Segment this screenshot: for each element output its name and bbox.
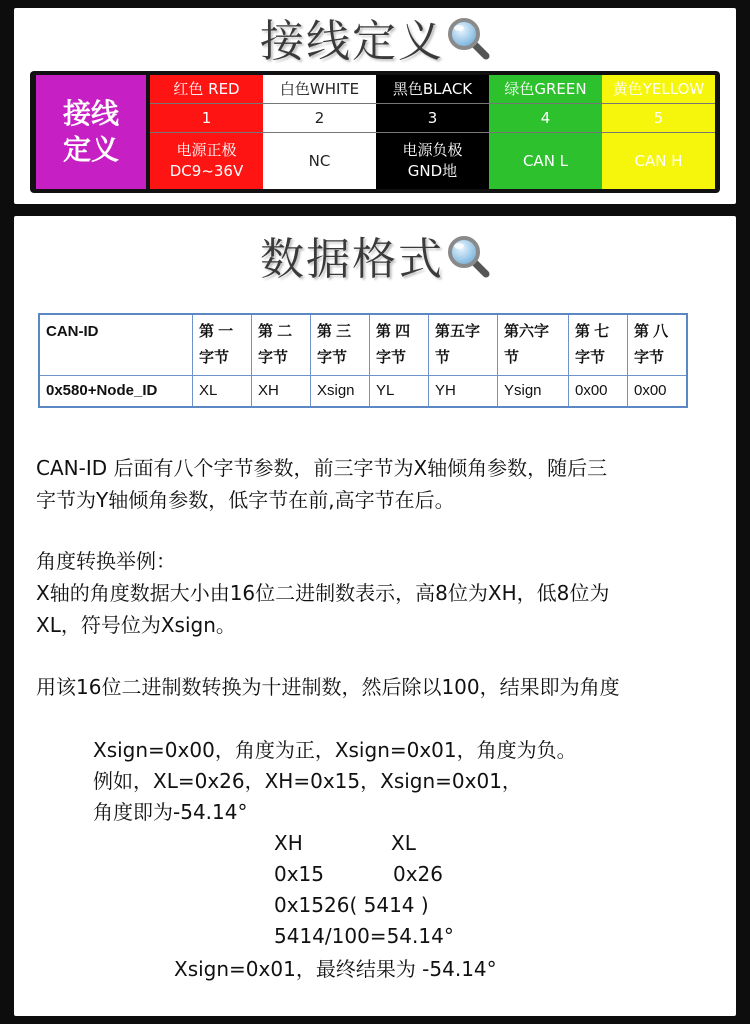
wire-pin-number: 3 <box>376 104 489 133</box>
table-cell: 0x00 <box>628 376 688 408</box>
calc-xl-label: XL <box>391 831 416 855</box>
calc-divide: 5414/100=54.14° <box>274 924 454 948</box>
wire-color-name: 黑色BLACK <box>376 75 489 104</box>
wiring-title <box>14 16 736 68</box>
wiring-panel <box>14 8 736 204</box>
table-header-cell: 第 七字节 <box>569 314 628 376</box>
table-cell: YL <box>370 376 429 408</box>
table-cell: 0x580+Node_ID <box>39 376 193 408</box>
wire-function: CAN H <box>634 151 683 170</box>
format-title <box>14 234 736 286</box>
table-header-cell: 第五字节 <box>429 314 498 376</box>
wire-color-name: 白色WHITE <box>263 75 376 104</box>
wire-column <box>489 75 602 189</box>
wire-color-name: 绿色GREEN <box>489 75 602 104</box>
description-line: CAN-ID 后面有八个字节参数，前三字节为X轴倾角参数，随后三 <box>36 456 608 480</box>
calc-xl-value: 0x26 <box>393 862 444 886</box>
example-line: X轴的角度数据大小由16位二进制数表示，高8位为XH，低8位为 <box>36 581 610 605</box>
example-paragraph <box>36 545 726 641</box>
table-header-cell: 第 二字节 <box>252 314 311 376</box>
can-data-table <box>38 313 688 408</box>
wiring-table <box>30 71 720 193</box>
table-cell: XL <box>193 376 252 408</box>
table-row <box>39 376 687 408</box>
wire-function: 电源负极 GND地 <box>402 141 463 180</box>
calc-xh-value: 0x15 <box>274 862 325 886</box>
calc-combined: 0x1526( 5414 ) <box>274 893 429 917</box>
table-header-row <box>39 314 687 376</box>
wiring-label: 接线 定义 <box>36 75 146 189</box>
wire-column <box>263 75 376 189</box>
table-header-cell: 第 三字节 <box>311 314 370 376</box>
wire-column <box>376 75 489 189</box>
table-cell: XH <box>252 376 311 408</box>
conversion-line: 用该16位二进制数转换为十进制数，然后除以100，结果即为角度 <box>36 675 620 699</box>
table-cell: Ysign <box>498 376 569 408</box>
example-values-line: 例如，XL=0x26，XH=0x15，Xsign=0x01， <box>93 769 522 793</box>
description-paragraph <box>36 452 726 516</box>
final-result-line: Xsign=0x01，最终结果为 -54.14° <box>174 957 497 981</box>
example-line: XL，符号位为Xsign。 <box>36 613 236 637</box>
table-cell: YH <box>429 376 498 408</box>
wire-pin-number: 5 <box>602 104 715 133</box>
wire-color-name: 红色 RED <box>150 75 263 104</box>
wire-function: CAN L <box>522 151 569 170</box>
wire-pin-number: 2 <box>263 104 376 133</box>
table-cell: Xsign <box>311 376 370 408</box>
wire-function: NC <box>308 151 331 170</box>
calc-xh-label: XH <box>274 831 303 855</box>
wire-column <box>602 75 715 189</box>
example-title: 角度转换举例： <box>36 549 176 573</box>
wire-color-name: 黄色YELLOW <box>602 75 715 104</box>
angle-result-line: 角度即为-54.14° <box>93 800 248 824</box>
table-header-cell: CAN-ID <box>39 314 193 376</box>
wire-pin-number: 4 <box>489 104 602 133</box>
wire-function: 电源正极 DC9~36V <box>169 141 244 180</box>
description-line: 字节为Y轴倾角参数，低字节在前,高字节在后。 <box>36 488 455 512</box>
table-cell: 0x00 <box>569 376 628 408</box>
wire-pin-number: 1 <box>150 104 263 133</box>
magnifier-icon <box>446 234 490 286</box>
wiring-title-text: 接线定义 <box>260 16 444 67</box>
table-header-cell: 第 一字节 <box>193 314 252 376</box>
table-header-cell: 第 四字节 <box>370 314 429 376</box>
table-header-cell: 第 八字节 <box>628 314 688 376</box>
wire-column <box>150 75 263 189</box>
sign-line: Xsign=0x00，角度为正，Xsign=0x01，角度为负。 <box>93 738 577 762</box>
format-panel <box>14 216 736 1016</box>
table-header-cell: 第六字节 <box>498 314 569 376</box>
format-title-text: 数据格式 <box>260 234 444 285</box>
magnifier-icon <box>446 16 490 68</box>
